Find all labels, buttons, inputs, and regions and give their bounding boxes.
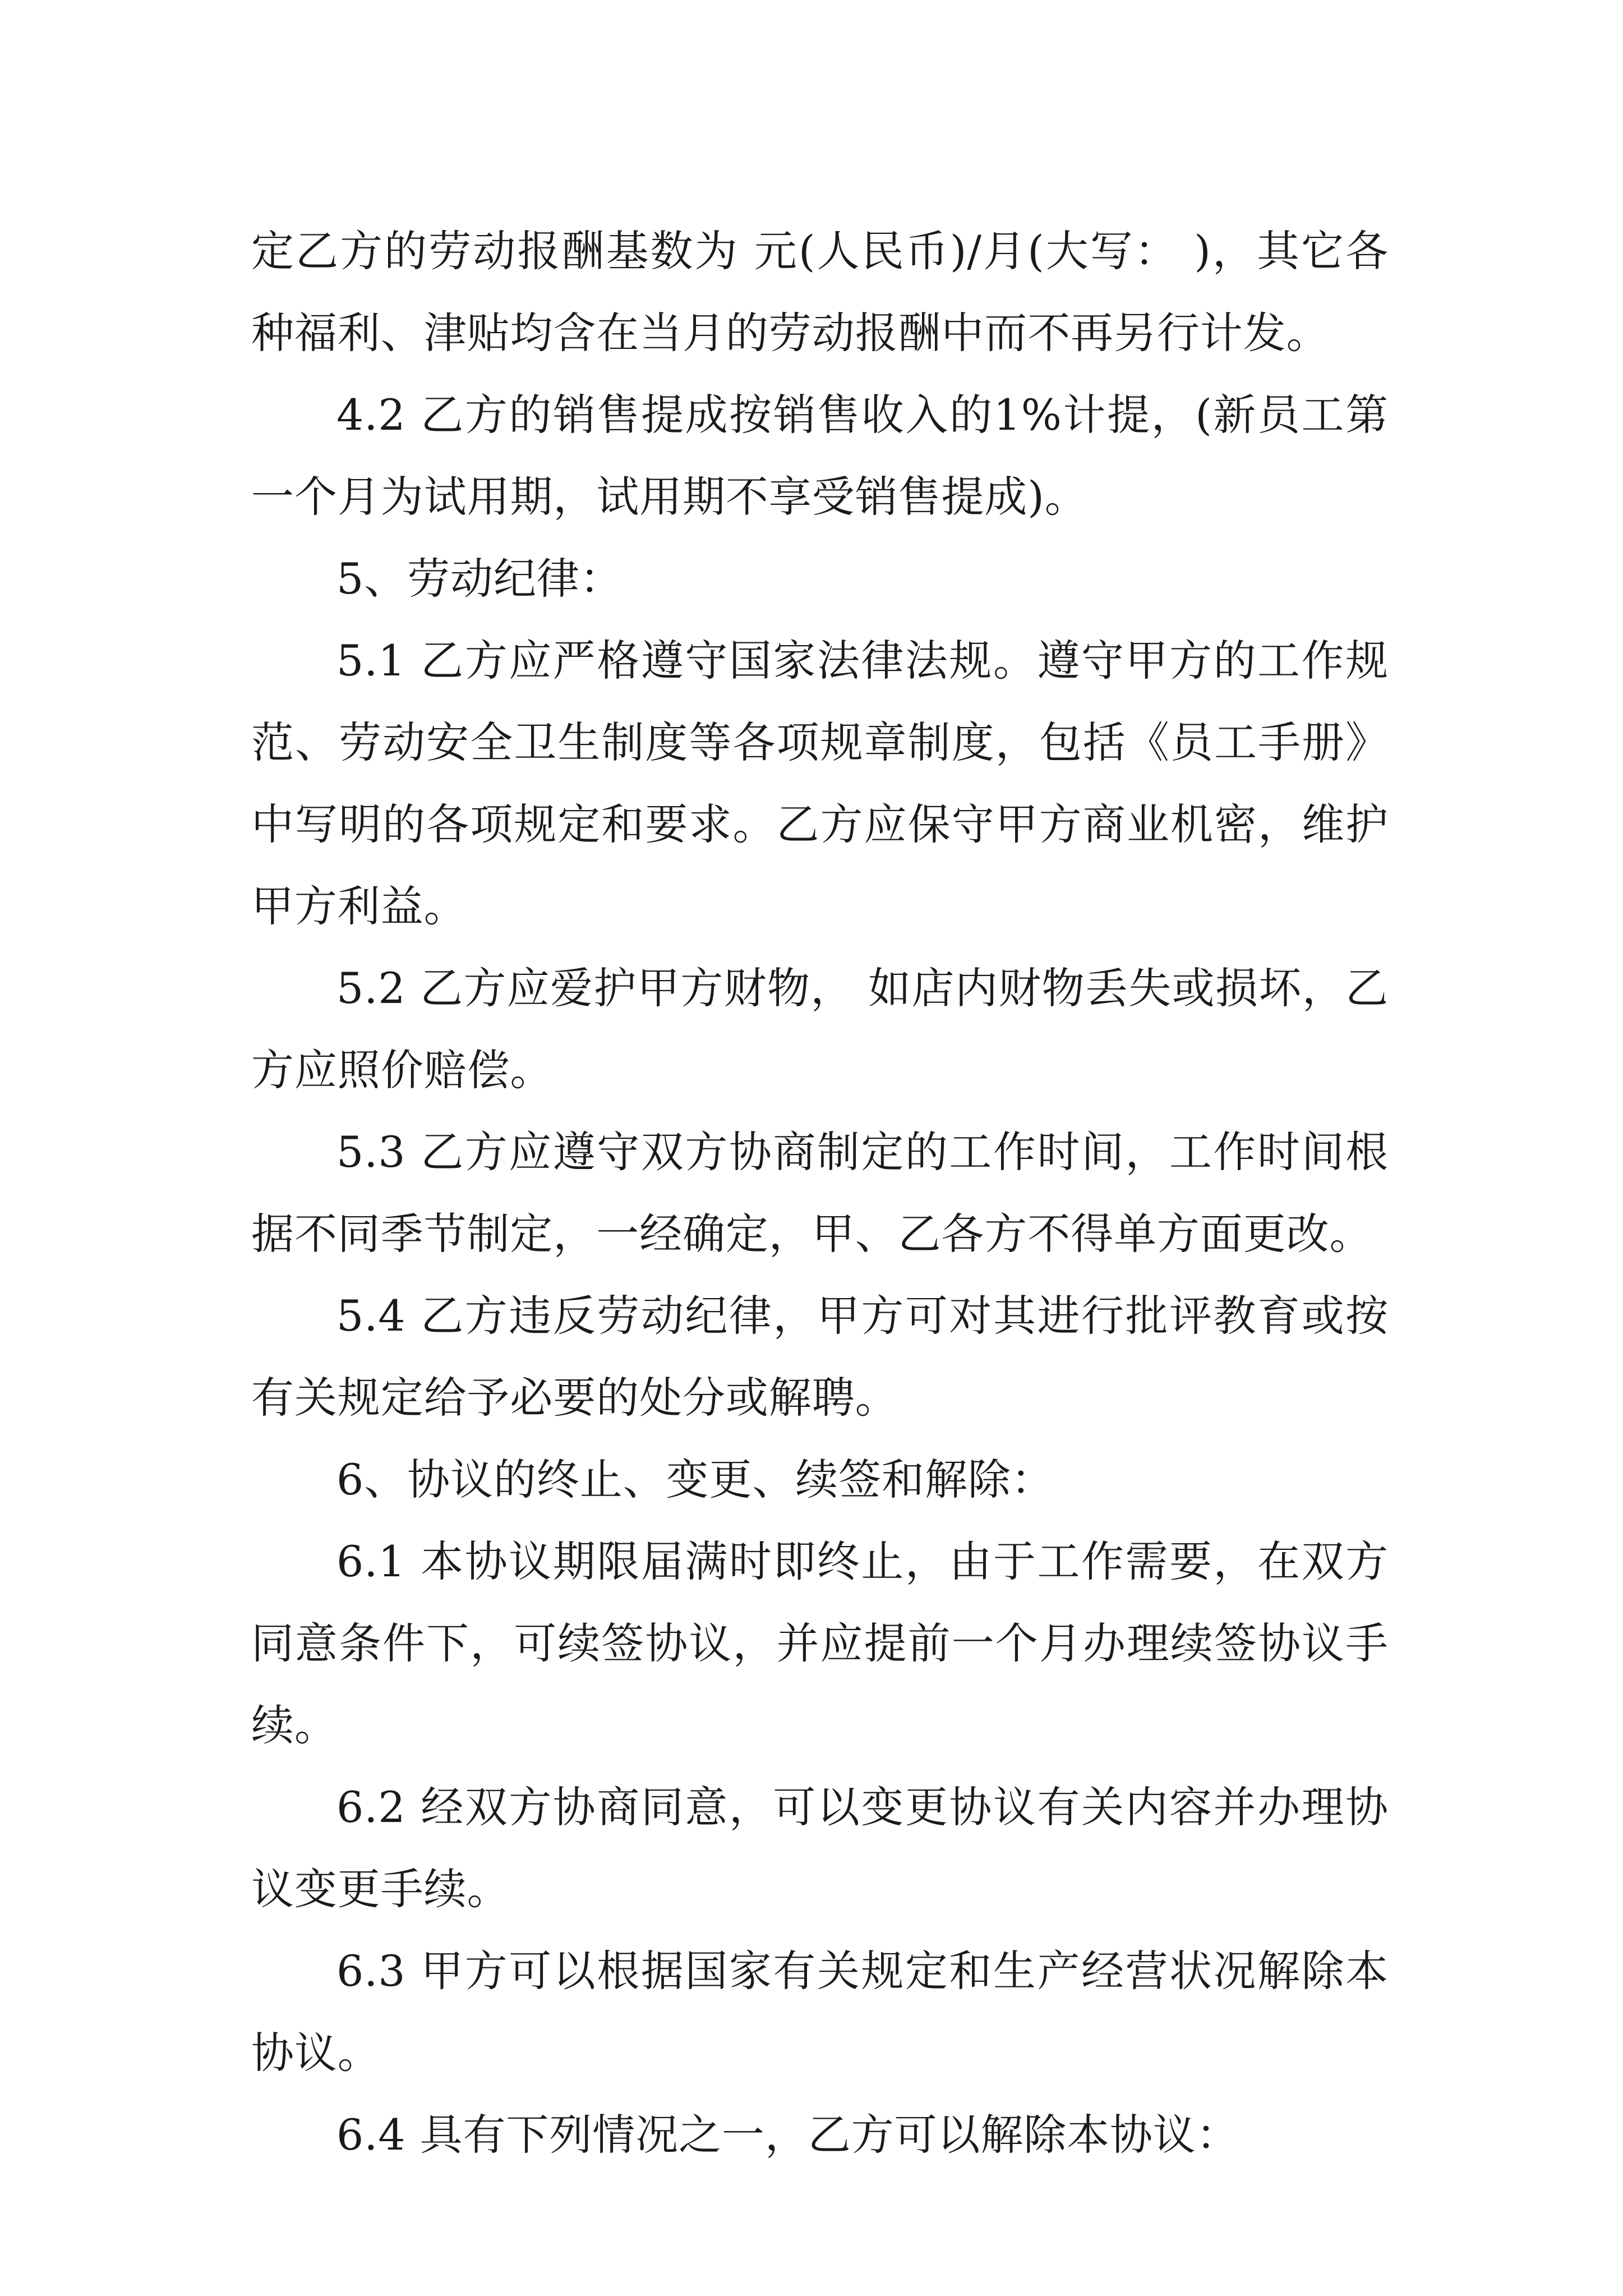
paragraph-5-1: 5.1 乙方应严格遵守国家法律法规。遵守甲方的工作规范、劳动安全卫生制度等各项规章制度，包括《员工手册》中写明的各项规定和要求。乙方应保守甲方商业机密，维护甲方利益。: [251, 636, 1389, 931]
paragraph-4-2: 4.2 乙方的销售提成按销售收入的1%计提，(新员工第一个月为试用期，试用期不享受销售提成)。: [251, 390, 1389, 522]
paragraph-5-4: 5.4 乙方违反劳动纪律，甲方可对其进行批评教育或按有关规定给予必要的处分或解聘。: [251, 1291, 1389, 1423]
paragraph-6-4: 6.4 具有下列情况之一，乙方可以解除本协议：: [336, 2110, 1239, 2160]
paragraph-5-2: 5.2 乙方应爱护甲方财物， 如店内财物丢失或损坏，乙方应照价赔偿。: [251, 963, 1389, 1095]
paragraph-5-3: 5.3 乙方应遵守双方协商制定的工作时间，工作时间根据不同季节制定，一经确定，甲、乙各方不得单方面更改。: [251, 1127, 1389, 1259]
paragraph-salary-continuation: 定乙方的劳动报酬基数为 元(人民币)/月(大写： )，其它各种福利、津贴均含在当月的劳动报酬中而不再另行计发。: [251, 226, 1389, 358]
heading-6-termination: 6、协议的终止、变更、续签和解除：: [336, 1455, 1054, 1504]
document-body: [251, 210, 1389, 2176]
paragraph-6-1: 6.1 本协议期限届满时即终止，由于工作需要，在双方同意条件下，可续签协议，并应提前一个月办理续签协议手续。: [251, 1536, 1389, 1750]
heading-5-labor-discipline: 5、劳动纪律：: [336, 554, 623, 604]
paragraph-6-3: 6.3 甲方可以根据国家有关规定和生产经营状况解除本协议。: [251, 1946, 1389, 2078]
paragraph-6-2: 6.2 经双方协商同意，可以变更协议有关内容并办理协议变更手续。: [251, 1782, 1389, 1914]
